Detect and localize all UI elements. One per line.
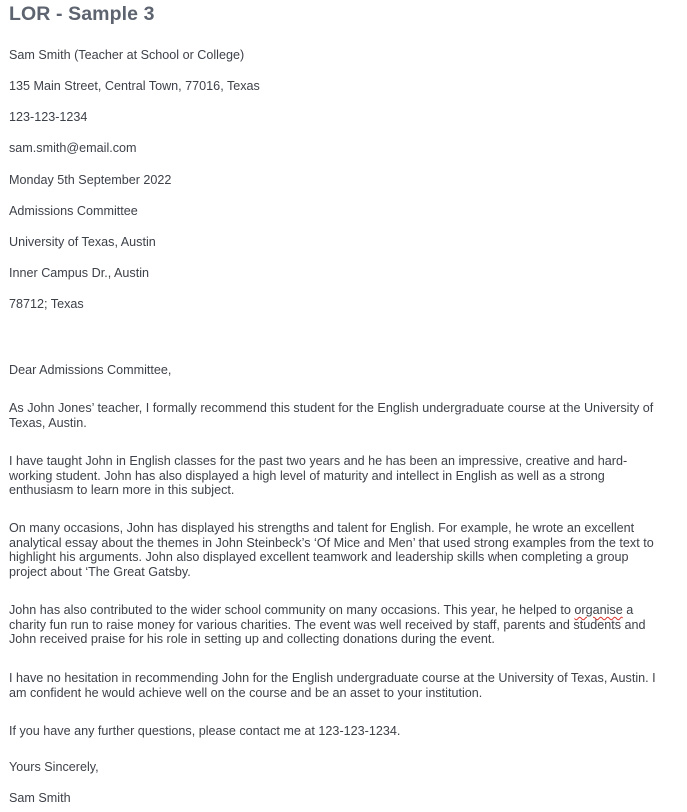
sender-address: 135 Main Street, Central Town, 77016, Texas (9, 79, 260, 93)
salutation: Dear Admissions Committee, (9, 363, 172, 377)
recipient-name: Admissions Committee (9, 204, 138, 218)
sender-email: sam.smith@email.com (9, 141, 137, 155)
paragraph-classes: I have taught John in English classes for the past two years and he has been an impressive, creative and hard-working student. John has also displayed a high level of maturity and intellect in English as well as a strong enthusiasm to learn more in this subject. (9, 454, 628, 498)
recipient-university: University of Texas, Austin (9, 235, 156, 249)
sender-name-line: Sam Smith (Teacher at School or College) (9, 48, 245, 62)
paragraph-community-text-start: John has also contributed to the wider school community on many occasions. This year, he helped to (9, 603, 575, 617)
closing: Yours Sincerely, (9, 760, 99, 774)
paragraph-community (9, 603, 661, 647)
sender-phone: 123-123-1234 (9, 110, 88, 124)
paragraph-conclusion: I have no hesitation in recommending John for the English undergraduate course at the University of Texas, Austin. I am confident he would achieve well on the course and be an asset to your institution. (9, 671, 656, 700)
paragraph-recommendation: As John Jones’ teacher, I formally recommend this student for the English undergraduate course at the University of Texas, Austin. (9, 401, 654, 430)
paragraph-strengths: On many occasions, John has displayed his strengths and talent for English. For example, he wrote an excellent analytical essay about the themes in John Steinbeck’s ‘Of Mice and Men’ that used strong examples from the text to highlight his arguments. John also displayed excellent teamwork and leadership skills when completing a group project about ‘The Great Gatsby. (9, 521, 654, 579)
recipient-postal: 78712; Texas (9, 297, 84, 311)
page-title: LOR - Sample 3 (9, 3, 155, 25)
recipient-street: Inner Campus Dr., Austin (9, 266, 149, 280)
paragraph-contact: If you have any further questions, please contact me at 123-123-1234. (9, 724, 401, 738)
letter-date: Monday 5th September 2022 (9, 173, 172, 187)
paragraph-community-text-end: a charity fun run to raise money for various charities. The event was well received by staff, parents and students and John received praise for his role in setting up and collecting donations during the event. (9, 603, 646, 647)
signature-name: Sam Smith (9, 791, 71, 805)
spellcheck-flagged-word[interactable]: organise (574, 603, 623, 617)
